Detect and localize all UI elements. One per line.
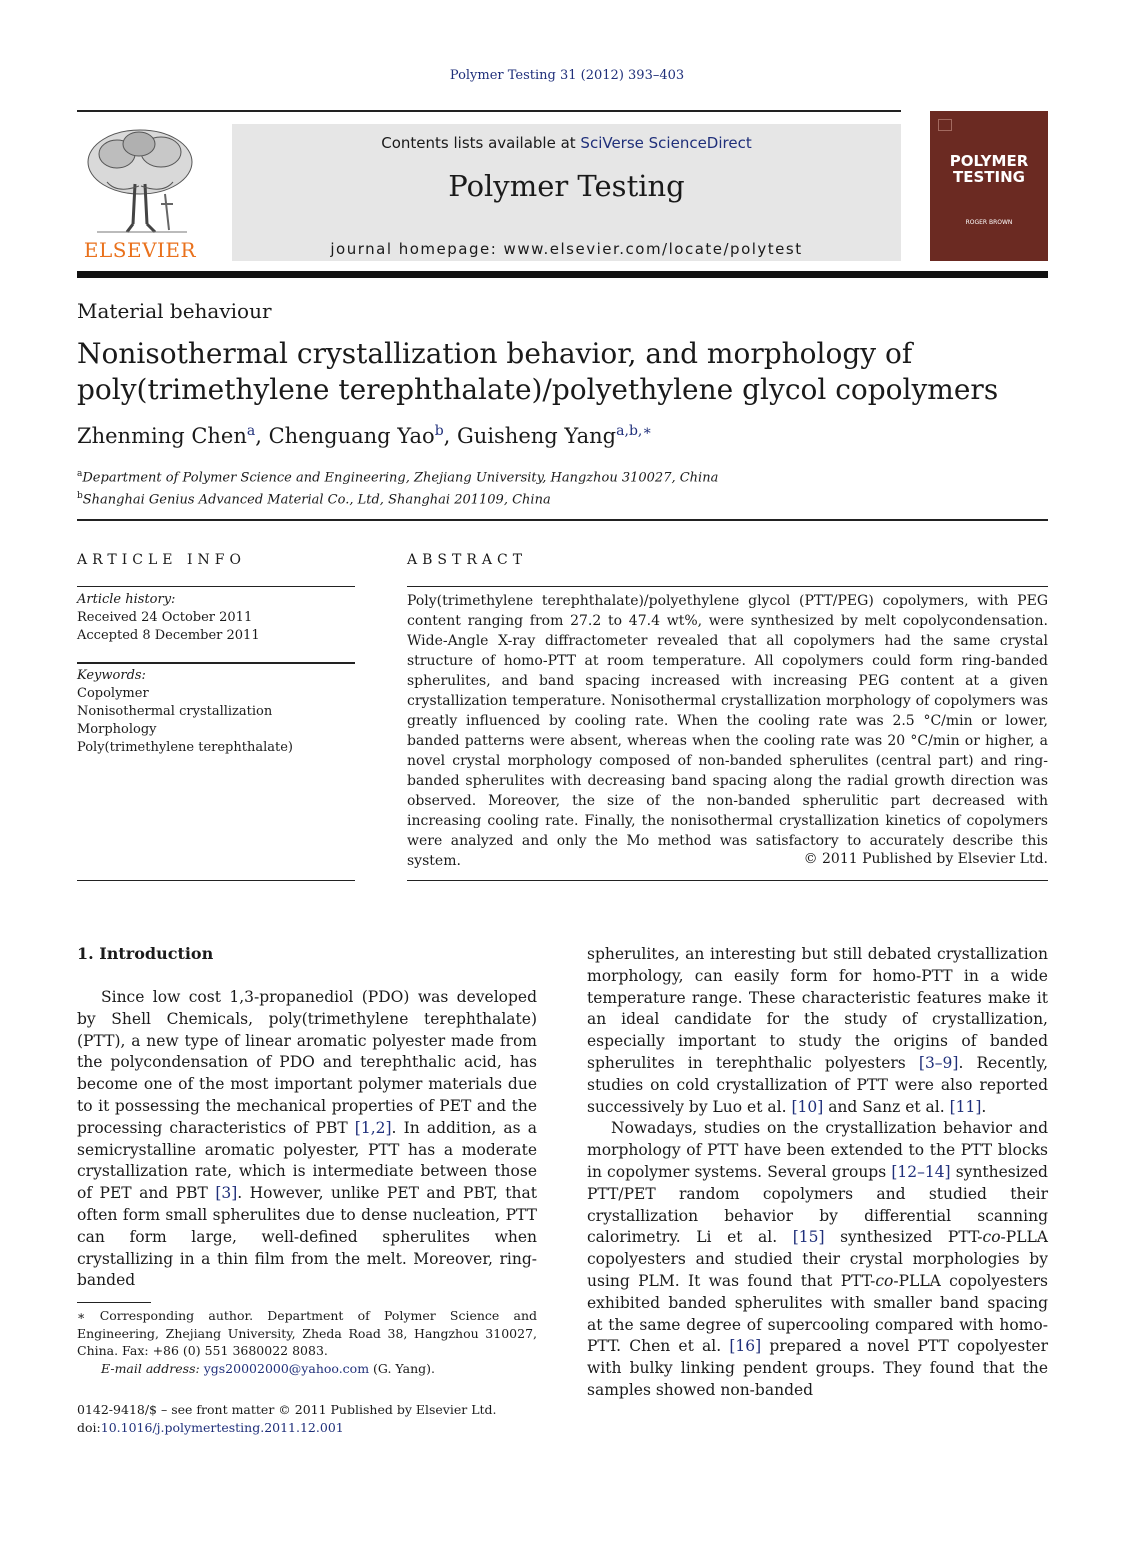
- cover-emblem-icon: [938, 119, 952, 131]
- author-name: Guisheng Yang: [457, 424, 617, 448]
- reference-link[interactable]: [3–9]: [918, 1053, 959, 1072]
- doi-link[interactable]: 10.1016/j.polymertesting.2011.12.001: [100, 1419, 344, 1435]
- abstract-copyright: © 2011 Published by Elsevier Ltd.: [803, 851, 1048, 867]
- body-paragraph: Since low cost 1,3-propanediol (PDO) was developed by Shell Chemicals, poly(trimethylene terephthalate) (PTT), a new type of linear aromatic polyester made from the polycondensation of PDO and terephthalic acid, has become one of the most important polymer materials due to it possessing the mechanical properties of PET and the processing characteristics of PBT [1,2]. In addition, as a semicrystalline aromatic polyester, PTT has a moderate crystallization rate, which is intermediate between those of PET and PBT [3]. However, unlike PET and PBT, that often form small spherulites due to dense nucleation, PTT can form large, well-defined spherulites when crystallizing in a thin film from the melt. Moreover, ring-banded: [77, 988, 537, 1290]
- author-affil-link[interactable]: a: [246, 423, 256, 439]
- journal-cover: [930, 111, 1048, 261]
- abstract-rule: [407, 586, 1048, 587]
- keyword-item: Copolymer: [77, 686, 149, 701]
- email-line: E-mail address: ygs20002000@yahoo.com (G. Yang).: [101, 1361, 436, 1376]
- cover-editor: ROGER BROWN: [965, 219, 1013, 226]
- body-column-right: [587, 944, 1048, 1402]
- keywords-label: Keywords:: [77, 668, 146, 683]
- accepted-date: Accepted 8 December 2011: [77, 628, 260, 643]
- reference-link[interactable]: [15]: [792, 1228, 825, 1247]
- article-title: Nonisothermal crystallization behavior, and morphology of poly(trimethylene terephthalate)/polyethylene glycol copolymers: [77, 337, 999, 406]
- header-thick-rule: [77, 271, 1048, 278]
- corresponding-author-footnote: ∗ Corresponding author. Department of Polymer Science and Engineering, Zhejiang University, Zheda Road 38, Hangzhou 310027, China. Fax: +86 (0) 551 3680022 8083.: [77, 1308, 537, 1358]
- contents-line: [232, 134, 901, 152]
- reference-link[interactable]: [10]: [791, 1097, 824, 1116]
- section-rule: [77, 519, 1048, 521]
- introduction-heading: 1. Introduction: [77, 944, 214, 963]
- journal-homepage[interactable]: journal homepage: www.elsevier.com/locate/polytest: [330, 240, 803, 258]
- author-affil-link[interactable]: b: [434, 423, 444, 439]
- affiliation-item: $^a$Department of Polymer Science and Engineering, Zhejiang University, Hangzhou 310027, China: [77, 469, 719, 486]
- contents-prefix: Contents lists available at: [381, 134, 581, 152]
- history-label: Article history:: [77, 592, 176, 607]
- front-matter: [77, 1401, 497, 1436]
- body-paragraph: spherulites, an interesting but still debated crystallization morphology, can easily form for homo-PTT in a wide temperature range. These characteristic features make it an ideal candidate for the study of crystallization, especially important to study the origins of banded spherulites in terephthalic polyesters [3–9]. Recently, studies on cold crystallization of PTT were also reported successively by Luo et al. [10] and Sanz et al. [11].: [587, 945, 1048, 1116]
- author-list: Zhenming Chen$^a$, Chenguang Yao$^b$, Guisheng Yang$^{a,b,∗}$: [77, 423, 652, 448]
- abstract-rule: [407, 880, 1048, 881]
- header-rule: [77, 110, 901, 112]
- author-affil-link[interactable]: a,b,∗: [616, 423, 652, 439]
- received-date: Received 24 October 2011: [77, 610, 253, 625]
- keyword-item: Poly(trimethylene terephthalate): [77, 740, 293, 755]
- info-rule: [77, 880, 355, 881]
- body-column-left: [77, 987, 537, 1292]
- keyword-item: Morphology: [77, 722, 157, 737]
- affiliation-item: $^b$Shanghai Genius Advanced Material Co., Ltd, Shanghai 201109, China: [77, 491, 551, 508]
- cover-title: POLYMER TESTING: [949, 152, 1029, 186]
- reference-link[interactable]: [12–14]: [891, 1162, 951, 1181]
- abstract-heading: ABSTRACT: [407, 552, 528, 568]
- reference-link[interactable]: [1,2]: [354, 1118, 392, 1137]
- sciencedirect-link[interactable]: SciVerse ScienceDirect: [580, 134, 752, 152]
- doi-line: doi:10.1016/j.polymertesting.2011.12.001: [77, 1419, 344, 1435]
- info-rule: [77, 586, 355, 587]
- abstract-text: Poly(trimethylene terephthalate)/polyethylene glycol (PTT/PEG) copolymers, with PEG content ranging from 27.2 to 47.4 wt%, were synthesized by melt copolycondensation. Wide-Angle X-ray diffractometer revealed that all copolymers had the same crystal structure of homo-PTT at room temperature. All copolymers could form ring-banded spherulites, and band spacing increased with increasing PEG content at a given crystallization temperature. Nonisothermal crystallization morphology of copolymers was greatly influenced by cooling rate. When the cooling rate was 2.5 °C/min or lower, banded patterns were absent, whereas when the cooling rate was 20 °C/min or higher, a novel crystal morphology composed of non-banded spherulites (central part) and ring-banded spherulites with decreasing band spacing along the radial growth direction was observed. Moreover, the size of the non-banded spherulitic part decreased with increasing cooling rate. Finally, the nonisothermal crystallization kinetics of copolymers were analyzed and only the Mo method was satisfactory to accurately describe this system.: [407, 593, 1048, 869]
- keyword-item: Nonisothermal crystallization: [77, 704, 273, 719]
- footnote-rule: [77, 1302, 151, 1303]
- elsevier-logo: [77, 124, 203, 262]
- keywords: [77, 667, 357, 757]
- info-rule: [77, 662, 355, 664]
- author-name: Zhenming Chen: [77, 424, 247, 448]
- elsevier-wordmark: ELSEVIER: [83, 238, 197, 262]
- reference-link[interactable]: [11]: [949, 1097, 982, 1116]
- reference-link[interactable]: [3]: [215, 1184, 238, 1203]
- author-name: Chenguang Yao: [268, 424, 435, 448]
- journal-name: Polymer Testing: [448, 169, 685, 203]
- reference-link[interactable]: [16]: [729, 1337, 762, 1356]
- tree-icon: [77, 124, 203, 236]
- email-label: E-mail address:: [101, 1361, 204, 1376]
- article-info-heading: ARTICLE INFO: [77, 552, 246, 568]
- issn-line: 0142-9418/$ – see front matter © 2011 Published by Elsevier Ltd.: [77, 1402, 497, 1417]
- affiliations: [77, 465, 718, 510]
- article-history: [77, 591, 357, 645]
- section-label: Material behaviour: [77, 299, 272, 323]
- email-link[interactable]: ygs20002000@yahoo.com: [203, 1361, 370, 1376]
- journal-banner: [232, 124, 901, 261]
- body-paragraph: Nowadays, studies on the crystallization behavior and morphology of PTT have been extended to the PTT blocks in copolymer systems. Several groups [12–14] synthesized PTT/PET random copolymers and studied their crystallization behavior by differential scanning calorimetry. Li et al. [15] synthesized PTT-co-PLLA copolyesters and studied their crystal morphologies by using PLM. It was found that PTT-co-PLLA copolyesters exhibited banded spherulites with smaller band spacing at the same degree of supercooling compared with homo-PTT. Chen et al. [16] prepared a novel PTT copolyester with bulky linking pendent groups. They found that the samples showed non-banded: [587, 1119, 1049, 1399]
- journal-citation[interactable]: Polymer Testing 31 (2012) 393–403: [449, 68, 685, 83]
